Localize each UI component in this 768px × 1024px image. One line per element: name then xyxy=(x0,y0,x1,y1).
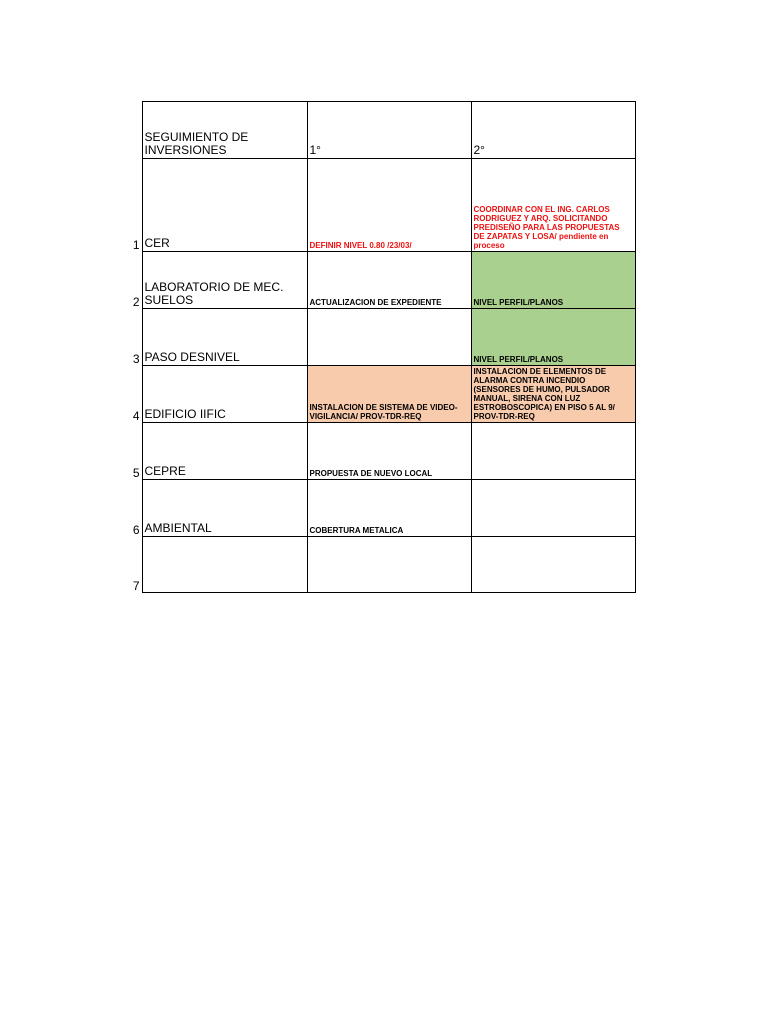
row-number: 2 xyxy=(132,294,140,309)
project-name-cell[interactable]: LABORATORIO DE MEC. SUELOS xyxy=(142,252,307,309)
header-col1-cell[interactable]: 1° xyxy=(307,102,471,159)
project-name-cell[interactable]: CER xyxy=(142,159,307,252)
col1-cell[interactable]: COBERTURA METALICA xyxy=(307,480,471,537)
table-row xyxy=(126,537,635,593)
table-row xyxy=(126,309,635,366)
row-number: 4 xyxy=(132,408,140,423)
project-name-cell[interactable]: CEPRE xyxy=(142,423,307,480)
header-row xyxy=(126,102,635,159)
col2-cell[interactable] xyxy=(471,537,635,593)
project-name-cell[interactable]: AMBIENTAL xyxy=(142,480,307,537)
investment-table xyxy=(126,101,636,593)
col2-cell-clip xyxy=(472,367,635,422)
spreadsheet xyxy=(126,101,636,593)
col2-cell[interactable]: NIVEL PERFIL/PLANOS xyxy=(471,309,635,366)
col1-cell[interactable] xyxy=(307,537,471,593)
col1-cell[interactable] xyxy=(307,309,471,366)
col2-cell-text: INSTALACION DE ELEMENTOS DE ALARMA CONTRA INCENDIO (SENSORES DE HUMO, PULSADOR MANUAL, SIRENA CON LUZ ESTROBOSCOPICA) EN PISO 5 AL 9/ PROV-TDR-REQ xyxy=(473,367,615,421)
col2-cell[interactable] xyxy=(471,423,635,480)
project-name-cell[interactable] xyxy=(142,537,307,593)
row-number xyxy=(126,102,142,159)
col2-cell[interactable]: COORDINAR CON EL ING. CARLOS RODRIGUEZ Y ARQ. SOLICITANDO PREDISEÑO PARA LAS PROPUESTAS DE ZAPATAS Y LOSA/ pendiente en proceso xyxy=(471,159,635,252)
table-row xyxy=(126,159,635,252)
col2-cell[interactable]: NIVEL PERFIL/PLANOS xyxy=(471,252,635,309)
col1-cell[interactable]: DEFINIR NIVEL 0.80 /23/03/ xyxy=(307,159,471,252)
row-number: 3 xyxy=(132,351,140,366)
col1-cell[interactable]: INSTALACION DE SISTEMA DE VIDEO-VIGILANCIA/ PROV-TDR-REQ xyxy=(307,366,471,423)
table-row xyxy=(126,480,635,537)
row-number: 5 xyxy=(132,465,140,480)
col1-cell[interactable]: PROPUESTA DE NUEVO LOCAL xyxy=(307,423,471,480)
col2-cell[interactable] xyxy=(471,480,635,537)
col1-cell[interactable]: ACTUALIZACION DE EXPEDIENTE xyxy=(307,252,471,309)
table-row xyxy=(126,423,635,480)
header-title-cell[interactable]: SEGUIMIENTO DE INVERSIONES xyxy=(142,102,307,159)
row-number: 1 xyxy=(132,237,140,252)
header-col2-cell[interactable]: 2° xyxy=(471,102,635,159)
table-row xyxy=(126,366,635,423)
row-number: 6 xyxy=(132,522,140,537)
table-row xyxy=(126,252,635,309)
col2-cell[interactable] xyxy=(471,366,635,423)
project-name-cell[interactable]: PASO DESNIVEL xyxy=(142,309,307,366)
project-name-cell[interactable]: EDIFICIO IIFIC xyxy=(142,366,307,423)
row-number: 7 xyxy=(132,578,140,593)
